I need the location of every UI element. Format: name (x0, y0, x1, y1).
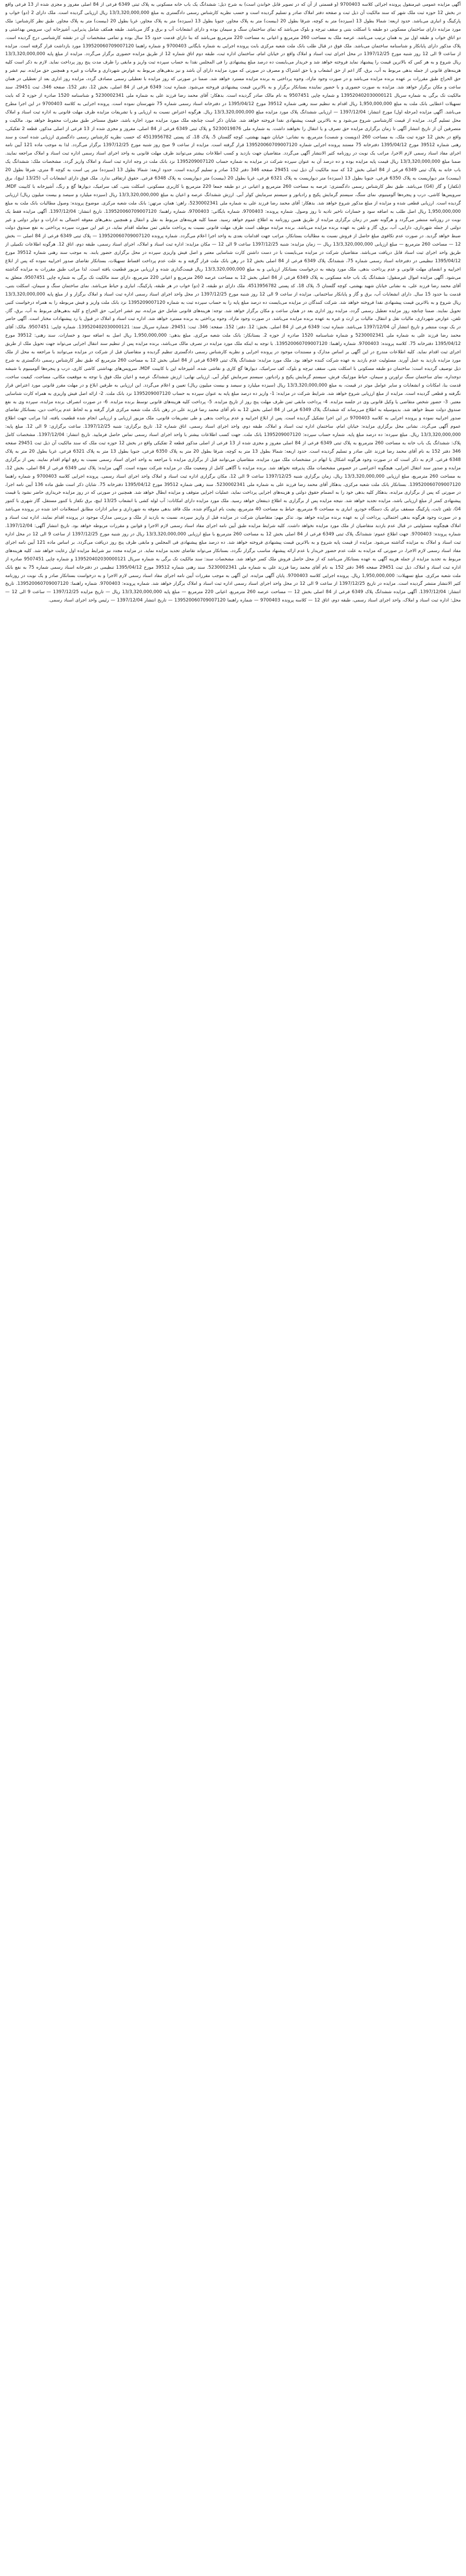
announcement-text-block: لذا به موجب ماده 121 آیین نامه اجرای مفاد اسناد رسمی لازم الاجرا، مراتب یک نوبت در روزنامه کثیر الانتشار آگهی می‌گردد. متقاضیان جهت بازدید و کسب اطلاعات بیشتر می‌توانند ظرف مهلت قانونی به واحد اجرای اسناد رسمی اداره ثبت اسناد و املاک مراجعه نمایند. ضمنا مبلغ 13/3,320,000,000 ریال قیمت پایه مزایده بوده و ده درصد آن به عنوان سپرده شرکت در مزایده به شماره حساب 1395209007120 نزد بانک ملت در وجه اداره ثبت اسناد و املاک واریز گردد. (5, 143, 461, 165)
announcement-text-block: شماره ثبت: 6349 فرعی از 84 اصلی، بخش 12، دفتر 152، صفحه 346، ثبت 29451، سند مالکیت تک برگی به شماره سریال 139520402030000121 و شماره چاپی 9507451 به نام مالک صادر گردیده است. بدهکار: آقای محمد رضا فرزند علی به شماره ملی 5230002341 و شناسنامه 1520 صادره از حوزه 2 که بابت تسهیلات اعطایی بانک ملت به مبلغ 1,950,000,000 ریال اقدام به تنظیم سند رهنی شماره 39512 مورخ 1395/04/12 در دفترخانه اسناد رسمی شماره 75 شهرستان نموده است. پرونده اجرایی به کلاسه 9700403 در این اجرا مطرح می‌باشد. (5, 85, 461, 115)
announcement-text-block: آگهی مزایده اموال غیرمنقول: ششدانگ یک باب خانه مسکونی به پلاک 6349 فرعی از 84 اصلی بخش 12 به مساحت عرصه 260 مترمربع و اعیانی 220 مترمربع، دارای سند مالکیت تک برگی به شماره چاپی 9507451، متعلق به آقای محمد رضا فرزند علی، به نشانی خیابان شهید بهشتی، کوچه گلستان 5، پلاک 18، کد پستی 4513956782. ملک دارای دو طبقه، 2 (دو) خواب در هر طبقه، پارکینگ، انباری و حیاط می‌باشد. نمای ساختمان سنگ و سیمان، اسکلت بتنی، قدمت بنا حدود 15 سال. دارای انشعابات آب، برق و گاز و پایانکار ساختمانی. (5, 275, 461, 297)
announcement-text-block: ملک مورد مزایده دارای امکانات: آب لوله کشی با انشعاب 13/25 اینچ، برق تکفاز با کنتور مستقل، گاز شهری با کنتور G4، تلفن ثابت، پارکینگ مسقف برای یک دستگاه خودرو، انباری به مساحت 6 مترمربع، حیاط به مساحت 40 مترمربع، پشت بام ایزوگام شده. ملک فاقد بدهی معوقه به شهرداری و سایر ادارات مطابق استعلامات اخذ شده در پرونده می‌باشد و در صورت وجود هرگونه بدهی احتمالی، پرداخت آن به عهده برنده مزایده خواهد بود. (5, 498, 461, 521)
announcement-text-block: شایان ذکر است طبق ماده 136 آیین نامه اجرا، در صورتی که پس از برگزاری مزایده، بدهکار کلیه بدهی خود را به انضمام حقوق دولتی و هزینه‌های اجرایی پرداخت نماید، عملیات اجرایی متوقف و مزایده ابطال خواهد شد. همچنین در صورتی که در روز مزایده خریداری حاضر نشود یا قیمت پیشنهادی کمتر از مبلغ ارزیابی باشد، مزایده تجدید خواهد شد. نتیجه مزایده پس از برگزاری به اطلاع ذینفعان خواهد رسید. (5, 482, 461, 504)
announcement-text-block: با توجه به اینکه ملک مورد مزایده در تصرف مالک می‌باشد، برنده مزایده پس از تنظیم سند انتقال اجرایی می‌تواند جهت تحویل ملک از طریق اجرای ثبت اقدام نماید. کلیه اطلاعات مندرج در این آگهی بر اساس مدارک و مستندات موجود در پرونده اجرایی و نظریه کارشناس رسمی دادگستری تنظیم گردیده و متقاضیان قبل از شرکت در مزایده می‌توانند با مراجعه به محل از ملک مورد مزایده بازدید به عمل آورند. مسئولیت عدم بازدید به عهده شرکت کننده خواهد بود. (5, 341, 461, 363)
announcement-text-block: به شماره ملی 5230019876 و پلاک ثبتی 6349 فرعی از 84 اصلی، مفروز و مجزی شده از 13 فرعی از اصلی مذکور، قطعه 2 تفکیکی، واقع در بخش 12 حوزه ثبت ملک، به مساحت 260 (دویست و شصت) مترمربع، به نشانی: خیابان شهید بهشتی، کوچه گلستان 5، پلاک 18، کد پستی 4513956782 که حسب نظریه کارشناس رسمی دادگستری ارزیابی شده است و سند رهنی شماره 39512 مورخ 1395/04/12 دفترخانه 75 مستند پرونده اجرایی شماره 139520060709007120 قرار گرفته است. مزایده از ساعت 9 صبح روز شنبه مورخ 1397/12/25 برگزار می‌گردد. (5, 126, 461, 148)
announcement-text-block: بر اساس ماده 121 آیین نامه اجرای مفاد اسناد رسمی لازم الاجرا، در صورتی که مزایده به علت عدم حضور خریدار یا عدم ارائه پیشنهاد مناسب برگزار نگردد، بستانکار می‌تواند تقاضای تجدید مزایده نماید. در مزایده مجدد نیز شرایط مزایده اول رعایت خواهد شد. کلیه هزینه‌های مربوط به تجدید مزایده از جمله هزینه آگهی به عهده بستانکار می‌باشد که از محل حاصل فروش ملک کسر خواهد شد. (5, 540, 461, 562)
announcement-text-block: آگهی مزایده (مرحله اول) مورخ انتشار: 1397/12/04 — ارزیابی ششدانگ پلاک مورد مزایده مبلغ 13/3,320,000,000 ریال. هرگونه اعتراض نسبت به ارزیابی و یا تشریفات مزایده ظرف مهلت قانونی به اداره ثبت اسناد و املاک محل تسلیم گردد. مزایده از قیمت کارشناسی شروع می‌شود و به بالاترین قیمت پیشنهادی نقدا فروخته خواهد شد. شایان ذکر است چنانچه ملک مورد مزایده مورد اجاره باشد، حقوق مستاجر طبق مقررات محفوظ خواهد بود. مالکیت و متصرفین آن از تاریخ انتشار آگهی تا زمان برگزاری مزایده حق تصرف و یا انتقال را نخواهند داشت. (5, 109, 461, 132)
announcement-text-block: جهت اطلاع عموم: ششدانگ پلاک ثبتی 6349 فرعی از 84 اصلی بخش 12 به مساحت 260 مترمربع با مبلغ ارزیابی 13/3,320,000,000 ریال در روز شنبه مورخ 1397/12/25 از ساعت 9 الی 12 در محل اداره ثبت اسناد و املاک به مزایده گذاشته می‌شود. مزایده از قیمت پایه شروع و به بالاترین قیمت پیشنهادی فروخته خواهد شد. ده درصد مبلغ پیشنهادی فی المجلس و مابقی ظرف پنج روز دریافت می‌گردد. (5, 532, 461, 545)
announcement-text-block: بدهکار: آقای محمد رضا فرزند علی به شماره ملی 5230002341، راهن: همان، مرتهن: بانک ملت شعبه مرکزی. موضوع پرونده: وصول مطالبات بانک ملت به مبلغ 1,950,000,000 ریال اصل طلب به اضافه سود و خسارات تاخیر تادیه تا روز وصول. شماره پرونده: 9700403، شماره بایگانی: 9700403، شماره راهنما: 139520060709007120. تاریخ انتشار: 1397/12/04. آگهی مزایده فقط یک نوبت در روزنامه منتشر می‌گردد و هرگونه تغییر در زمان برگزاری مزایده از طریق همین روزنامه به اطلاع عموم خواهد رسید. (5, 200, 461, 223)
announcement-text-block: ارزیابی نهایی: ارزش ششدانگ عرصه و اعیان ملک فوق با توجه به موقعیت مکانی، مساحت، کیفیت ساخت، قدمت بنا، امکانات و انشعابات و سایر عوامل موثر در قیمت، به مبلغ 13/3,320,000,000 ریال (سیزده میلیارد و سیصد و بیست میلیون ریال) تعیین و اعلام می‌گردد. این ارزیابی به طرفین ابلاغ و در مهلت مقرر قانونی مورد اعتراض قرار نگرفته و قطعی گردیده است. مزایده از مبلغ ارزیابی شروع خواهد شد. (5, 374, 461, 396)
announcement-body (5, 1, 461, 605)
announcement-text-block: به موجب سند رهنی شماره 39512 مورخ 1395/04/12 تنظیمی در دفترخانه اسناد رسمی شماره 75، ششدانگ پلاک 6349 فرعی از 84 اصلی بخش 12 در رهن بانک ملت قرار گرفته و به علت عدم پرداخت اقساط تسهیلات، بستانکار تقاضای صدور اجراییه نموده که پس از ابلاغ اجراییه و انقضای مهلت قانونی و عدم پرداخت بدهی، ملک مورد وثیقه به درخواست بستانکار ارزیابی و به مبلغ 13/3,320,000,000 ریال قیمت‌گذاری شده و ارزیابی مزبور قطعیت یافته است. لذا مراتب طبق مقررات به مزایده گذاشته می‌شود. (5, 250, 461, 280)
announcement-text-block: مزایده از ساعت 9 الی 12 روز شنبه مورخ 1397/12/25 در محل واحد اجرای اسناد رسمی اداره ثبت اسناد و املاک برگزار و از مبلغ پایه 13/3,320,000,000 ریال شروع و به بالاترین قیمت پیشنهادی نقدا فروخته خواهد شد. شرکت کنندگان در مزایده می‌بایست ده درصد مبلغ پایه را به حساب سپرده ثبت به شماره 1395209007120 نزد بانک ملت واریز و فیش مربوطه را به همراه درخواست کتبی تحویل نمایند. ضمنا چنانچه روز مزایده تعطیل رسمی گردد، مزایده روز اداری بعد در همان ساعت و مکان برگزار خواهد شد. (5, 291, 461, 314)
announcement-text-block: شرایط شرکت در مزایده: 1- واریز ده درصد مبلغ پایه به عنوان سپرده به حساب 1395209007120 نزد بانک ملت. 2- ارائه اصل فیش واریزی به همراه کارت شناسایی معتبر. 3- حضور شخص متقاضی یا وکیل قانونی وی در جلسه مزایده. 4- پرداخت مابقی ثمن ظرف مهلت پنج روز از تاریخ مزایده. 5- پرداخت کلیه هزینه‌های قانونی توسط برنده مزایده. 6- در صورت انصراف برنده مزایده، سپرده وی به نفع صندوق دولت ضبط خواهد شد. (5, 391, 461, 413)
announcement-text-block: طبق نظر کارشناس: ملک مورد مزایده دارای ساختمان مسکونی دو طبقه با اسکلت بتنی و سقف تیرچه و بلوک می‌باشد که نمای ساختمان سنگ و سیمان بوده و دارای انشعابات آب و برق و گاز می‌باشد. طبقه همکف شامل پذیرایی، آشپزخانه اپن، سرویس بهداشتی و دو اتاق خواب و طبقه اول نیز به همان ترتیب می‌باشد. عرصه ملک به مساحت 260 مترمربع و اعیانی به مساحت 220 مترمربع می‌باشد که بنا دارای قدمت حدود 15 سال بوده و تمامی مشخصات آن در نقشه کارشناسی درج گردیده است. پلاک مذکور دارای پایانکار و شناسنامه ساختمان می‌باشد. (5, 18, 461, 49)
announcement-text-block: ضمنا کلیه هزینه‌های مربوط به نقل و انتقال و همچنین بدهی‌های معوقه احتمالی به ادارات و دوایر دولتی و غیر دولتی از جمله شهرداری، دارایی، آب، برق، گاز و تلفن به عهده برنده مزایده می‌باشد. برنده مزایده موظف است ظرف مهلت قانونی نسبت به پرداخت مابقی ثمن معامله اقدام نماید، در غیر این صورت سپرده پرداختی به نفع صندوق دولت ضبط خواهد گردید. در صورت عدم تکافوی مبلغ حاصل از فروش نسبت به مطالبات بستانکار، مراتب جهت اقدامات بعدی به واحد اجرا اعلام می‌گردد. (5, 217, 461, 239)
announcement-text-block: لازم به ذکر است که در صورت وجود هرگونه اشکال یا ابهام در مشخصات ملک مورد مزایده، متقاضیان می‌توانند قبل از برگزاری مزایده با مراجعه به واحد اجرای اسناد رسمی نسبت به رفع ابهام اقدام نمایند. پس از برگزاری مزایده و صدور سند انتقال اجرایی، هیچگونه اعتراضی در خصوص مشخصات ملک پذیرفته نخواهد شد. برنده مزایده با آگاهی کامل از وضعیت ملک در مزایده شرکت نموده است. (5, 457, 461, 471)
announcement-text-block: توجه: هزینه‌های قانونی شامل حق مزایده، نیم عشر اجرایی، حق الحراج و کلیه بدهی‌های مربوط به آب، برق، گاز، تلفن، عوارض شهرداری، مالیات نقل و انتقال، مالیات بر ارث و غیره به عهده برنده مزایده می‌باشد. در صورت وجود مازاد، وجوه پرداختی به برنده مسترد خواهد شد. اداره ثبت اسناد و املاک در قبول یا رد پیشنهادات مختار است. آگهی حاضر در یک نوبت منتشر و تاریخ انتشار آن 1397/12/04 می‌باشد. (5, 308, 461, 330)
announcement-text-block: ملک مورد مزایده: ششدانگ پلاک ثبتی 6349 فرعی از 84 اصلی بخش 12 به مساحت 260 مترمربع که طبق نظر کارشناس رسمی دادگستری به شرح ذیل توصیف گردیده است: ساختمان دو طبقه مسکونی با اسکلت بتنی، سقف تیرچه و بلوک، کف سرامیک، دیوارها گچ کاری و نقاشی شده، آشپزخانه اپن با کابینت MDF، سرویس‌های بهداشتی کاشی کاری، درب و پنجره‌ها آلومینیوم با شیشه دوجداره، نمای ساختمان سنگ تراورتن و سیمان، حیاط موزاییک فرش، سیستم گرمایش پکیج و رادیاتور، سیستم سرمایش کولر آبی. (5, 357, 461, 380)
announcement-text-block: مشخصات ملک: ششدانگ یک باب خانه به پلاک ثبتی 6349 فرعی از 84 اصلی بخش 12 که سند مالکیت آن ذیل ثبت 29451 صفحه 346 دفتر 152 صادر و تسلیم گردیده است. حدود اربعه: شمالا بطول 13 (سیزده) متر پی است به کوچه 8 متری، شرقا بطول 20 (بیست) متر دیواریست به پلاک 6350 فرعی، جنوبا بطول 13 (سیزده) متر دیواریست به پلاک 6321 فرعی، غربا بطول 20 (بیست) متر دیواریست به پلاک 6348 فرعی. حقوق ارتفاقی ندارد. ملک فوق دارای انشعابات آب (13/25 اینچ)، برق (تکفاز) و گاز (G4) می‌باشد. (5, 159, 461, 189)
announcement-text-block: مشخصات سند: سند مالکیت تک برگی به شماره سریال 139520402030000121 و شماره چاپی 9507451 صادره از اداره ثبت اسناد و املاک، ذیل ثبت 29451 صفحه 346 دفتر 152 به نام آقای محمد رضا فرزند علی به شماره ملی 5230002341. سند رهنی شماره 39512 مورخ 1395/04/12 تنظیمی در دفترخانه اسناد رسمی شماره 75 به نفع بانک ملت شعبه مرکزی. مبلغ تسهیلات: 1,950,000,000 ریال. پرونده اجرایی کلاسه 9700403. (5, 556, 461, 579)
document-page (5, 1, 461, 2574)
announcement-text-block: مشخصات کامل پلاک: ششدانگ یک باب خانه به مساحت 260 مترمربع به پلاک ثبتی 6349 فرعی از 84 اصلی مفروز و مجزی شده از 13 فرعی از اصلی مذکور قطعه 2 تفکیکی واقع در بخش 12 حوزه ثبت ملک که سند مالکیت آن ذیل ثبت 29451 صفحه 346 دفتر 152 به نام آقای محمد رضا فرزند علی صادر و تسلیم گردیده است. حدود اربعه: شمالا بطول 13 متر به کوچه، شرقا بطول 20 متر به پلاک 6350 فرعی، جنوبا بطول 13 متر به پلاک 6321 فرعی، غربا بطول 20 متر به پلاک 6348 فرعی. (5, 432, 461, 463)
announcement-text-block: آگهی مزایده ششدانگ پلاک 6349 فرعی از 84 اصلی بخش 12 — مساحت عرصه 260 مترمربع، اعیانی 220 مترمربع — مبلغ پایه 13/3,320,000,000 ریال — تاریخ مزایده 1397/12/25 — ساعت 9 الی 12 — محل: اداره ثبت اسناد و املاک، واحد اجرای اسناد رسمی، طبقه دوم، اتاق 12 — کلاسه پرونده 9700403 — شماره راهنما 139520060709007120 — تاریخ انتشار 1397/12/04 — رئیس واحد اجرای اسناد رسمی. (5, 589, 461, 604)
announcement-text-block: بدینوسیله به اطلاع می‌رساند که ششدانگ پلاک 6349 فرعی از 84 اصلی بخش 12 به نام آقای محمد رضا فرزند علی در رهن بانک ملت شعبه مرکزی قرار گرفته و به لحاظ عدم پرداخت دین، بستانکار تقاضای صدور اجراییه نموده و پرونده اجرایی به کلاسه 9700403 در این اجرا تشکیل گردیده است. پس از ابلاغ اجراییه و عدم پرداخت بدهی و طی تشریفات قانونی، ملک مزبور ارزیابی و ارزیابی انجام شده قطعیت یافته، لذا مراتب جهت اطلاع عموم آگهی می‌گردد. (5, 407, 461, 430)
announcement-text-block: طبق نظر کارشناس رسمی دادگستری: عرصه به مساحت 260 مترمربع و اعیانی در دو طبقه جمعا 220 مترمربع با کاربری مسکونی، اسکلت بتنی، کف سرامیک، دیوارها گچ و رنگ، آشپزخانه با کابینت MDF، سرویس‌ها کاشی، درب و پنجره‌ها آلومینیوم، نمای سنگ، سیستم گرمایش پکیج و رادیاتور و سیستم سرمایش کولر آبی. ارزش ششدانگ عرصه و اعیان به مبلغ 13/3,320,000,000 ریال (سیزده میلیارد و سیصد و بیست میلیون ریال) ارزیابی گردیده است. ارزیابی قطعی شده و مزایده از مبلغ مذکور شروع خواهد شد. (5, 184, 461, 206)
announcement-text-block: لازم به ذکر است کلیه هزینه‌های قانونی از جمله بدهی مربوط به آب، برق، گاز اعم از حق انشعاب و یا حق اشتراک و مصرف در صورتی که مورد مزایده دارای آن باشد و نیز بدهی‌های مربوط به عوارض شهرداری و مالیات و غیره و همچنین حق مزایده، نیم عشر و حق الحراج طبق مقررات بر عهده برنده مزایده می‌باشد و در صورت وجود مازاد، وجوه پرداختی به برنده مزایده مسترد خواهد شد. ضمنا در صورتی که روز مزایده با تعطیلی رسمی مصادف گردد، مزایده روز اداری بعد از تعطیلی در همان ساعت و مکان برگزار خواهد شد. مزایده به صورت حضوری و با حضور نماینده بستانکار برگزار و به بالاترین قیمت پیشنهادی فروخته می‌شود. (5, 60, 461, 91)
announcement-text-block: تذکر مهم: متقاضیان شرکت در مزایده قبل از واریز سپرده، نسبت به بازدید از ملک و بررسی مدارک موجود در پرونده اقدام نمایند. اداره ثبت اسناد و املاک هیچگونه مسئولیتی در قبال عدم بازدید متقاضیان از ملک مورد مزایده نخواهد داشت. کلیه شرایط مزایده طبق آیین نامه اجرای مفاد اسناد رسمی لازم الاجرا و قوانین و مقررات مربوطه خواهد بود. تاریخ انتشار آگهی: 1397/12/04. شماره پرونده: 9700403. (5, 515, 461, 537)
announcement-text-block: شماره ثبت: 6349 فرعی از 84 اصلی. بخش: 12. دفتر: 152. صفحه: 346. ثبت: 29451. شماره سریال سند: 139520402030000121. شماره چاپی: 9507451. مالک: آقای محمد رضا فرزند علی به شماره ملی 5230002341 و شماره شناسنامه 1520 صادره از حوزه 2. بستانکار: بانک ملت شعبه مرکزی. مبلغ بدهی: 1,950,000,000 ریال اصل به اضافه سود و خسارات. سند رهنی: 39512 مورخ 1395/04/12 دفترخانه 75. کلاسه پرونده: 9700403. شماره راهنما: 139520060709007120. (5, 325, 461, 347)
announcement-text-block: نشانی محل برگزاری مزایده: خیابان امام، ساختمان اداره ثبت اسناد و املاک، طبقه دوم، واحد اجرای اسناد رسمی، اتاق شماره 12. تاریخ برگزاری: شنبه 1397/12/25. ساعت برگزاری: 9 الی 12. مبلغ پایه: 13/3,320,000,000 ریال. مبلغ سپرده: ده درصد مبلغ پایه. شماره حساب سپرده: 1395209007120 بانک ملت. جهت کسب اطلاعات بیشتر با واحد اجرای اسناد رسمی تماس حاصل فرمایید. تاریخ انتشار: 1397/12/04. (5, 424, 461, 438)
announcement-text-block: ملک فوق در قبال طلب بانک ملت شعبه مرکزی بابت پرونده اجرایی به شماره بایگانی 9700403 و شماره راهنما 139520060709007120 مورد بازداشت قرار گرفته است. مزایده از ساعت 9 الی 12 روز شنبه مورخ 1397/12/25 در محل اجرای ثبت اسناد و املاک واقع در خیابان امام، ساختمان اداره ثبت، طبقه دوم اتاق شماره 12 از طریق مزایده حضوری برگزار می‌گردد. مزایده از مبلغ پایه 13/3,320,000,000 ریال شروع و به هر کس که بالاترین قیمت را پیشنهاد نماید فروخته خواهد شد و خریدار می‌بایست ده درصد مبلغ پیشنهادی را فی المجلس نقدا به حساب سپرده ثبت واریز و مابقی را ظرف مدت پنج روز پرداخت نماید. (5, 43, 461, 66)
announcement-text-block: پایان آگهی مزایده. این آگهی به موجب مقررات آیین نامه اجرای مفاد اسناد رسمی لازم الاجرا و به درخواست بستانکار صادر و یک نوبت در روزنامه کثیر الانتشار منتشر گردیده است. مزایده در تاریخ 1397/12/25 از ساعت 9 الی 12 در محل واحد اجرای اسناد رسمی اداره ثبت اسناد و املاک برگزار خواهد شد. شماره پرونده: 9700403. شماره راهنما: 139520060709007120. تاریخ انتشار: 1397/12/04. (5, 573, 461, 595)
announcement-text-block: آگهی مزایده: پلاک ثبتی 6349 فرعی از 84 اصلی، بخش 12، به مساحت 260 مترمربع، مبلغ ارزیابی 13/3,320,000,000 ریال، زمان برگزاری شنبه 1397/12/25 ساعت 9 الی 12، مکان برگزاری اداره ثبت اسناد و املاک واحد اجرای اسناد رسمی. پرونده اجرایی کلاسه 9700403 و شماره راهنما 139520060709007120. بستانکار بانک ملت شعبه مرکزی، بدهکار آقای محمد رضا فرزند علی به شماره ملی 5230002341. سند رهنی شماره 39512 مورخ 1395/04/12 دفترخانه 75. (5, 465, 461, 488)
announcement-text-block: آگهی مزایده عمومی غیرمنقول پرونده اجرائی کلاسه 9700403 (و قسمتی از آن که در تصویر قابل خواندن است) به شرح ذیل: ششدانگ یک باب خانه مسکونی به پلاک ثبتی 6349 فرعی از 84 اصلی مفروز و مجزی شده از 13 فرعی واقع در بخش 12 حوزه ثبت ملک شهر که سند مالکیت آن ذیل ثبت و صفحه دفتر املاک صادر و تسلیم گردیده است و حسب نظریه کارشناس رسمی دادگستری به مبلغ 13/3,320,000,000 ریال ارزیابی گردیده است. ملک دارای 2 (دو) خواب و پارکینگ و انباری می‌باشد. حدود اربعه: شمالا بطول 13 (سیزده) متر به کوچه، شرقا بطول 20 (بیست) متر به پلاک مجاور، جنوبا بطول 13 (سیزده) متر به پلاک مجاور، غربا بطول 20 (بیست) متر به پلاک مجاور. (5, 2, 461, 24)
announcement-text-block: شماره پرونده 139520060709007120 — پلاک ثبتی 6349 فرعی از 84 اصلی — بخش 12 — مساحت 260 مترمربع — مبلغ ارزیابی 13/3,320,000,000 ریال — زمان مزایده: شنبه 1397/12/25 ساعت 9 الی 12 — مکان مزایده: اداره ثبت اسناد و املاک، اجرای اسناد رسمی، طبقه دوم، اتاق 12. هرگونه اطلاعات تکمیلی از طریق واحد اجرای ثبت اسناد قابل دریافت می‌باشد. متقاضیان شرکت در مزایده می‌بایست با در دست داشتن کارت شناسایی معتبر و اصل فیش واریزی سپرده در محل برگزاری حضور یابند. (5, 234, 461, 256)
